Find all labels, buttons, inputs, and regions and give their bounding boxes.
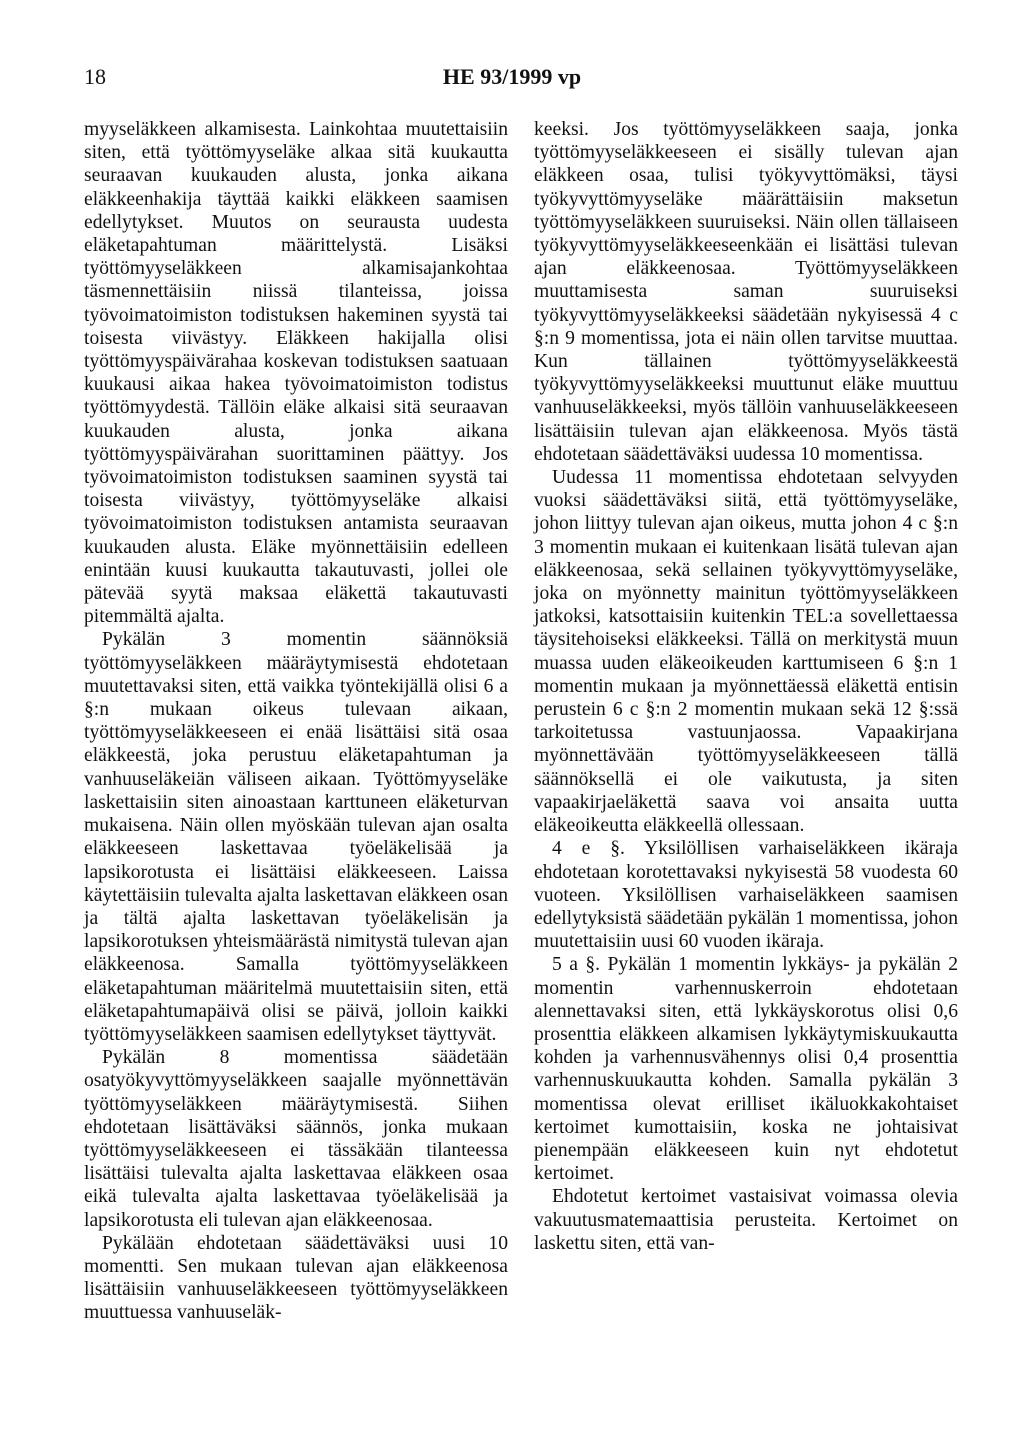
running-header: HE 93/1999 vp [442, 64, 582, 89]
paragraph: Uudessa 11 momentissa ehdotetaan selvyyden vuoksi säädettäväksi siitä, että työttömyyseläke, johon liittyy tulevan ajan oikeus, mutta johon 4 c §:n 3 momentin mukaan ei kuitenkaan lisätä tulevan ajan eläkkeenosaa, sekä sellainen työkyvyttömyyseläke, joka on myönnetty mainitun työttömyyseläkkeen jatkoksi, katsottaisiin kuitenkin TEL:a sovellettaessa täysitehoiseksi eläkkeeksi. Tällä on merkitystä muun muassa uuden eläkeoikeuden karttumiseen 6 §:n 1 momentin mukaan ja myönnettäessä eläkettä entisin perustein 6 c §:n 2 momentin mukaan sekä 12 §:ssä tarkoitetussa vastuunjaossa. Vapaakirjana myönnettävään työttömyyseläkkeeseen tällä säännöksellä ei ole vaikutusta, ja siten vapaakirjaeläkettä saava voi ansaita uutta eläkeoikeutta eläkkeellä ollessaan. [534, 467, 958, 837]
paragraph: 5 a §. Pykälän 1 momentin lykkäys- ja pykälän 2 momentin varhennuskerroin ehdotetaan alennettavaksi siten, että lykkäyskorotus olisi 0,6 prosenttia eläkkeen alkamisen lykkäytymiskuukautta kohden ja varhennusvähennys olisi 0,4 prosenttia varhennuskuukautta kohden. Samalla pykälän 3 momentissa olevat erilliset ikäluokkakohtaiset kertoimet kumottaisiin, koska ne johtaisivat pienempään eläkkeeseen kuin nyt ehdotetut kertoimet. [534, 954, 958, 1185]
paragraph: keeksi. Jos työttömyyseläkkeen saaja, jonka työttömyyseläkkeeseen ei sisälly tulevan ajan eläkkeen osaa, tulisi työkyvyttömäksi, täysi työkyvyttömyyseläke määrättäisiin maksetun työttömyyseläkkeen suuruiseksi. Näin ollen tällaiseen työkyvyttömyyseläkkeeseenkään ei lisättäsi tulevan ajan eläkkeenosaa. Työttömyyseläkkeen muuttamisesta saman suuruiseksi työkyvyttömyyseläkkeeksi säädetään nykyisessä 4 c §:n 9 momentissa, jota ei näin ollen tarvitse muuttaa. Kun tällainen työttömyyseläkkeestä työkyvyttömyyseläkkeeksi muuttunut eläke muuttuu vanhuuseläkkeeksi, myös tällöin vanhuuseläkkeeseen lisättäisiin tulevan ajan eläkkeenosa. Myös tästä ehdotetaan säädettäväksi uudessa 10 momentissa. [534, 119, 958, 465]
paragraph: myyseläkkeen alkamisesta. Lainkohtaa muutettaisiin siten, että työttömyyseläke alkaa sitä kuukautta seuraavan kuukauden alusta, jonka aikana eläkkeenhakija täyttää kaikki eläkkeen saamisen edellytykset. Muutos on seurausta uudesta eläketapahtuman määrittelystä. Lisäksi työttömyyseläkkeen alkamisajankohtaa täsmennettäisiin niissä tilanteissa, joissa työvoimatoimiston todistuksen hakeminen syystä tai toisesta viivästyy. Eläkkeen hakijalla olisi työttömyyspäivärahaa koskevan todistuksen saatuaan kuukausi aikaa hakea työvoimatoimiston todistus työttömyydestä. Tällöin eläke alkaisi sitä seuraavan kuukauden alusta, jonka aikana työttömyyspäivärahan suorittaminen päättyy. Jos työvoimatoimiston todistuksen saaminen syystä tai toisesta viivästyy, työttömyyseläke alkaisi työvoimatoimiston todistuksen antamista seuraavan kuukauden alusta. Eläke myönnettäisiin edelleen enintään kuusi kuukautta takautuvasti, jollei ole pätevää syytä maksaa eläkettä takautuvasti pitemmältä ajalta. [84, 119, 508, 628]
left-column [84, 118, 508, 1325]
paragraph: Pykälään ehdotetaan säädettäväksi uusi 10 momentti. Sen mukaan tulevan ajan eläkkeenosa lisättäisiin vanhuuseläkkeeseen työttömyyseläkkeen muuttuessa vanhuuseläk- [84, 1232, 508, 1324]
paragraph: 4 e §. Yksilöllisen varhaiseläkkeen ikäraja ehdotetaan korotettavaksi nykyisestä 58 vuodesta 60 vuoteen. Yksilöllisen varhaiseläkkeen saamisen edellytyksistä säädetään pykälän 1 momentissa, johon muutettaisiin uusi 60 vuoden ikäraja. [534, 838, 958, 953]
paragraph: Pykälän 3 momentin säännöksiä työttömyyseläkkeen määräytymisestä ehdotetaan muutettavaksi siten, että vaikka työntekijällä olisi 6 a §:n mukaan oikeus tulevaan aikaan, työttömyyseläkkeeseen ei enää lisättäisi sitä osaa eläkkeestä, joka perustuu eläketapahtuman ja vanhuuseläkeiän väliseen aikaan. Työttömyyseläke laskettaisiin siten ainoastaan karttuneen eläketurvan mukaisena. Näin ollen myöskään tulevan ajan osalta eläkkeeseen laskettavaa työeläkelisää ja lapsikorotusta ei lisättäisi eläkkeeseen. Laissa käytettäisiin tulevalta ajalta laskettavan eläkkeen osan ja tältä ajalta laskettavan työeläkelisän ja lapsikorotuksen yhteismäärästä nimitystä tulevan ajan eläkkeenosa. Samalla työttömyyseläkkeen eläketapahtuman määritelmä muutettaisiin siten, että eläketapahtumapäivä olisi se päivä, jolloin kaikki työttömyyseläkkeen saamisen edellytykset täyttyvät. [84, 629, 508, 1045]
paragraph: Pykälän 8 momentissa säädetään osatyökyvyttömyyseläkkeen saajalle myönnettävän työttömyyseläkkeen määräytymisestä. Siihen ehdotetaan lisättäväksi säännös, jonka mukaan työttömyyseläkkeeseen ei tässäkään tilanteessa lisättäisi tulevalta ajalta laskettavaa eläkkeen osaa eikä tulevalta ajalta laskettavaa työeläkelisää ja lapsikorotusta eli tulevan ajan eläkkeenosaa. [84, 1047, 508, 1231]
page-number: 18 [84, 64, 106, 89]
paragraph: Ehdotetut kertoimet vastaisivat voimassa olevia vakuutusmatemaattisia perusteita. Kertoimet on laskettu siten, että van- [534, 1186, 958, 1254]
right-column [534, 118, 958, 1255]
